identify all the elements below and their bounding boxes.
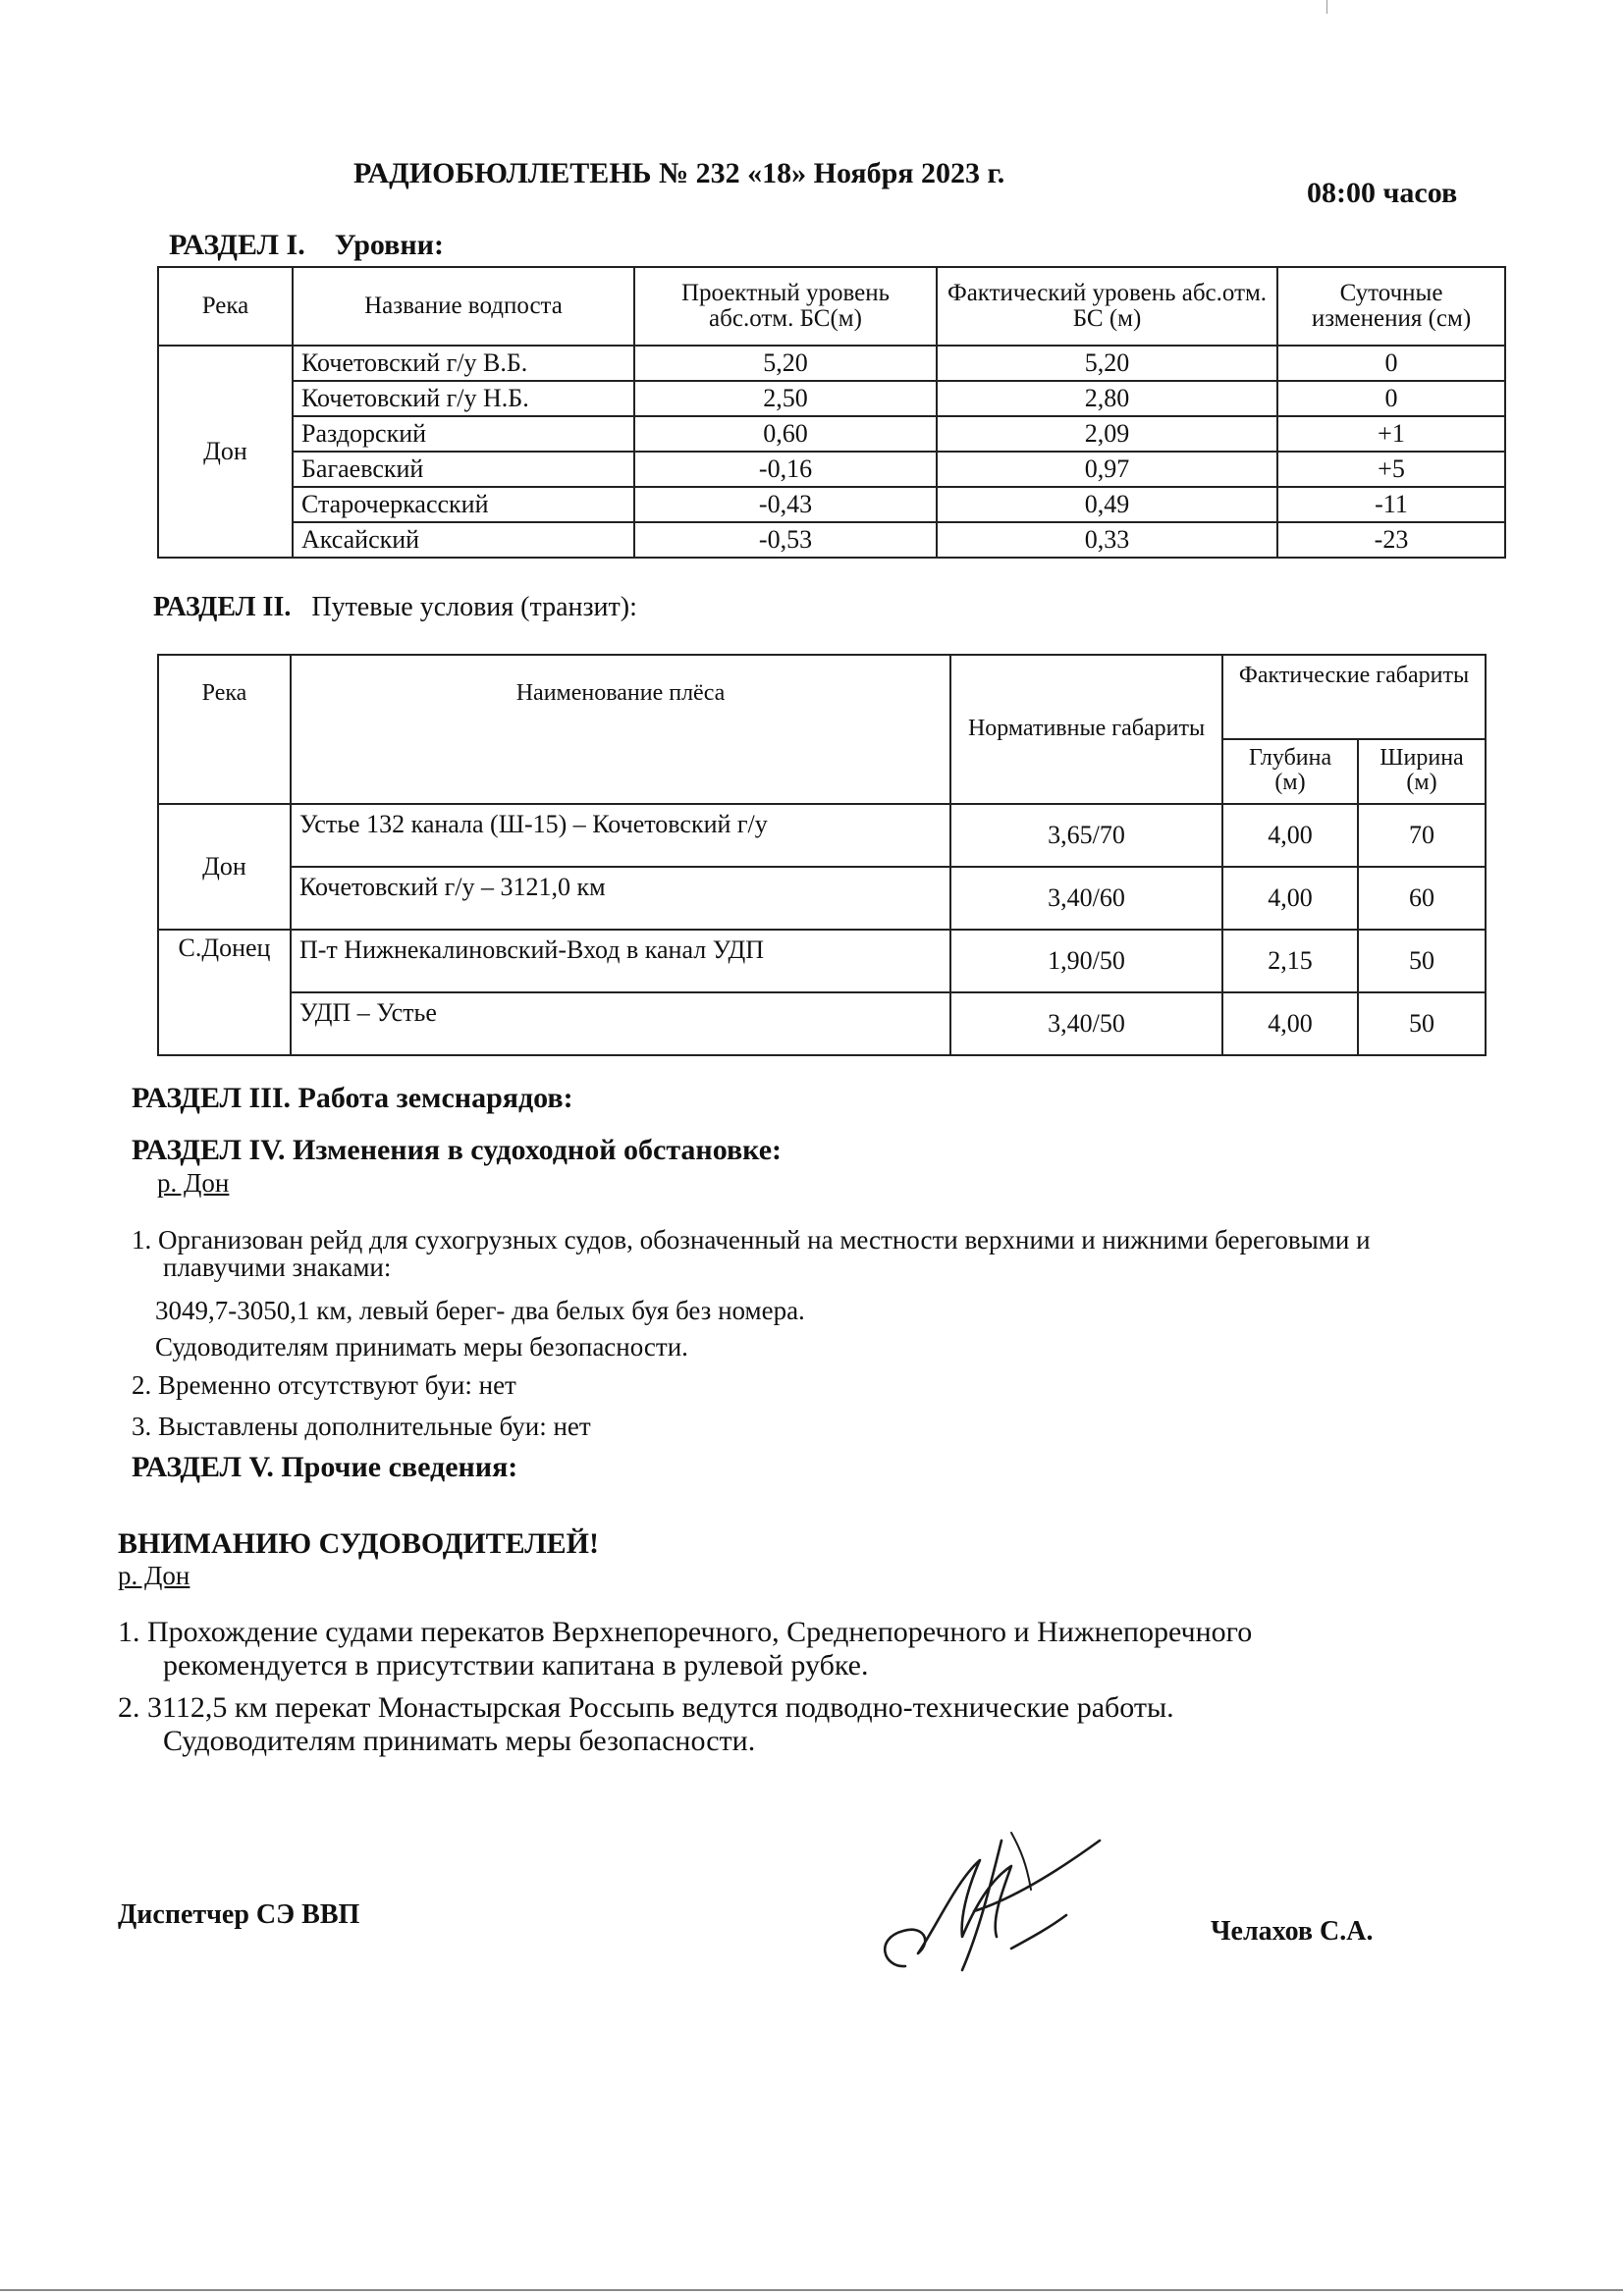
normative-cell: 3,65/70 [950, 804, 1222, 867]
post-cell: Кочетовский г/у В.Б. [293, 346, 634, 381]
bulletin-time: 08:00 часов [1307, 177, 1458, 209]
attention-title: ВНИМАНИЮ СУДОВОДИТЕЛЕЙ! [118, 1527, 599, 1560]
width-cell: 60 [1358, 867, 1486, 930]
river-cell: Дон [158, 804, 291, 930]
table-row [158, 930, 1486, 992]
header-river: Река [158, 655, 291, 804]
daily-cell: +1 [1277, 416, 1505, 452]
actual-cell: 0,49 [937, 487, 1277, 522]
section4-title: РАЗДЕЛ IV. Изменения в судоходной обстановке: [132, 1134, 783, 1166]
depth-cell: 2,15 [1222, 930, 1358, 992]
table-row [158, 416, 1505, 452]
normative-cell: 3,40/50 [950, 992, 1222, 1055]
section4-item2: 2. Временно отсутствуют буи: нет [132, 1370, 516, 1400]
normative-cell: 3,40/60 [950, 867, 1222, 930]
section2-title [153, 592, 637, 623]
project-cell: 0,60 [634, 416, 937, 452]
reach-cell: П-т Нижнекалиновский-Вход в канал УДП [291, 930, 950, 992]
header-actual-dimensions: Фактические габариты [1222, 655, 1486, 739]
header-river: Река [158, 267, 293, 346]
signer-position: Диспетчер СЭ ВВП [118, 1899, 360, 1930]
depth-cell: 4,00 [1222, 804, 1358, 867]
section3-title: РАЗДЕЛ III. Работа земснарядов: [132, 1082, 573, 1114]
table-row [158, 522, 1505, 558]
post-cell: Кочетовский г/у Н.Б. [293, 381, 634, 416]
attention-item1-line2: рекомендуется в присутствии капитана в рулевой рубке. [163, 1649, 869, 1682]
header-normative: Нормативные габариты [950, 655, 1222, 804]
scan-edge-mark [1326, 0, 1327, 14]
actual-cell: 0,33 [937, 522, 1277, 558]
transit-table [157, 654, 1487, 1056]
section4-item3: 3. Выставлены дополнительные буи: нет [132, 1412, 591, 1441]
table-row [158, 992, 1486, 1055]
section4-item1-line1: 1. Организован рейд для сухогрузных судов, обозначенный на местности верхними и нижними береговыми и [132, 1225, 1371, 1255]
header-post: Название водпоста [293, 267, 634, 346]
daily-cell: +5 [1277, 452, 1505, 487]
post-cell: Багаевский [293, 452, 634, 487]
header-depth: Глубина (м) [1222, 739, 1358, 804]
project-cell: -0,43 [634, 487, 937, 522]
table-row [158, 381, 1505, 416]
actual-cell: 0,97 [937, 452, 1277, 487]
section4-item1-line2: плавучими знаками: [163, 1253, 392, 1282]
levels-table-header [158, 267, 1505, 346]
section4-item1-line4: Судоводителям принимать меры безопасности. [155, 1332, 688, 1362]
header-actual-level: Фактический уровень абс.отм. БС (м) [937, 267, 1277, 346]
actual-cell: 5,20 [937, 346, 1277, 381]
daily-cell: 0 [1277, 381, 1505, 416]
attention-river: р. Дон [118, 1561, 190, 1590]
table-row [158, 346, 1505, 381]
project-cell: -0,16 [634, 452, 937, 487]
transit-table-header [158, 655, 1486, 739]
levels-table [157, 266, 1506, 559]
header-project-level: Проектный уровень абс.отм. БС(м) [634, 267, 937, 346]
depth-cell: 4,00 [1222, 867, 1358, 930]
depth-cell: 4,00 [1222, 992, 1358, 1055]
signer-name: Челахов С.А. [1211, 1916, 1374, 1947]
reach-cell: Кочетовский г/у – 3121,0 км [291, 867, 950, 930]
attention-item1-line1: 1. Прохождение судами перекатов Верхнепоречного, Среднепоречного и Нижнепоречного [118, 1616, 1253, 1648]
section2-title-number: РАЗДЕЛ II. [153, 592, 292, 622]
daily-cell: -11 [1277, 487, 1505, 522]
river-cell: С.Донец [158, 930, 291, 1055]
daily-cell: -23 [1277, 522, 1505, 558]
table-row [158, 804, 1486, 867]
table-row [158, 867, 1486, 930]
scan-bottom-edge [0, 2289, 1623, 2291]
daily-cell: 0 [1277, 346, 1505, 381]
section2-title-text: Путевые условия (транзит): [311, 592, 637, 622]
project-cell: 2,50 [634, 381, 937, 416]
actual-cell: 2,80 [937, 381, 1277, 416]
section4-item1-line3: 3049,7-3050,1 км, левый берег- два белых буя без номера. [155, 1296, 805, 1325]
table-row [158, 452, 1505, 487]
river-cell: Дон [158, 346, 293, 558]
actual-cell: 2,09 [937, 416, 1277, 452]
reach-cell: Устье 132 канала (Ш-15) – Кочетовский г/у [291, 804, 950, 867]
width-cell: 50 [1358, 992, 1486, 1055]
header-width: Ширина (м) [1358, 739, 1486, 804]
section1-title: РАЗДЕЛ I. Уровни: [169, 229, 444, 261]
normative-cell: 1,90/50 [950, 930, 1222, 992]
width-cell: 50 [1358, 930, 1486, 992]
header-reach: Наименование плёса [291, 655, 950, 804]
post-cell: Раздорский [293, 416, 634, 452]
post-cell: Старочеркасский [293, 487, 634, 522]
project-cell: -0,53 [634, 522, 937, 558]
reach-cell: УДП – Устье [291, 992, 950, 1055]
header-daily-change: Суточные изменения (см) [1277, 267, 1505, 346]
table-row [158, 487, 1505, 522]
width-cell: 70 [1358, 804, 1486, 867]
attention-item2-line2: Судоводителям принимать меры безопасности. [163, 1725, 756, 1757]
bulletin-title: РАДИОБЮЛЛЕТЕНЬ № 232 «18» Ноября 2023 г. [353, 157, 1005, 189]
handwritten-signature [864, 1821, 1109, 1978]
section5-title: РАЗДЕЛ V. Прочие сведения: [132, 1451, 518, 1483]
post-cell: Аксайский [293, 522, 634, 558]
project-cell: 5,20 [634, 346, 937, 381]
section4-river: р. Дон [157, 1168, 230, 1198]
attention-item2-line1: 2. 3112,5 км перекат Монастырская Россыпь ведутся подводно-технические работы. [118, 1691, 1174, 1724]
